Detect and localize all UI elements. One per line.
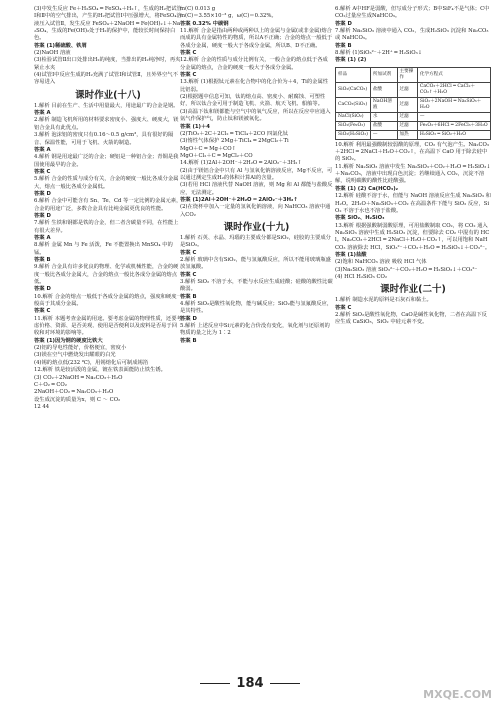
answer-line: 答案 C [34,308,51,315]
answer-line: 答案 SiO₂、H₂SiO₃ [335,215,385,222]
table-cell: NaCl(SiO₂) [336,112,371,121]
text-line: 10.解析 利用最强酸制较弱酸的原理，CO₂ 有气泡产生。Na₂CO₃＋2HCl ═ 2NaCl＋H₂O＋CO₂↑，在高温下 CaO 用于除去硅中的 SiO₂。 [335,141,489,163]
answer-line: 答案 A [34,234,51,241]
table-body [336,82,491,139]
text-line: (3)惰性气体保护 2Mg＋TiCl₄ ═ 2MgCl₂＋Ti [180,138,289,145]
answer-line: 答案 (1)2Al＋2OH⁻＋2H₂O ═ 2AlO₂⁻＋3H₂↑ [180,196,298,203]
answer-line: 答案 (1) (2) Ca(HCO₃)₂ [335,185,398,192]
answer-line: 答案 0.32% 中碳钢 [180,20,229,27]
text-line: 7.解析 生铁和钢都是铁的合金，但二者含碳量不同，在性能上有很大差异。 [34,220,179,234]
table-header-cell: 主要操作 [397,67,417,82]
answer-line: 答案 (1)盐酸 [335,251,367,258]
text-line: (3) CO₂＋2NaOH ═ Na₂CO₃＋H₂O [34,374,123,381]
text-line: (2)由于镁铝合金中只有 Al 与氢氧化钠溶液反应，Mg不反应，可以通过测定生成H₂的体积计算Al的含量。 [180,167,333,181]
text-line: (4)锡的熔点低(232 ℃)，用锡熔化后可制成锡箔 [34,359,149,366]
answer-line: 答案 (1)因为钢的硬度比铁大 [34,337,103,344]
text-line: m(C)＝3.55×10⁻³ g，ω(C)＝0.32%。 [180,13,277,20]
table-header-row [336,67,491,82]
answer-line: 答案 D [34,212,51,219]
text-line: MgO＋C ═ Mg＋CO↑ [180,145,237,152]
section-title: 课时作业(十八) [75,89,141,101]
text-line: (4) HCl H₂SiO₃ CO₂ [335,273,387,280]
table-row [336,130,491,139]
text-line: (2)TiO₂＋2C＋2Cl₂ ═ TiCl₄＋2CO 四氯化钛 [180,130,289,137]
table-header-cell: 所加试剂 [370,67,397,82]
column-middle [180,6,333,345]
table-cell: 水 [370,112,397,121]
table-row [336,121,491,130]
text-line: 14.解析 (1)2Al＋2OH⁻＋2H₂O ═ 2AlO₂⁻＋3H₂↑ [180,160,302,167]
table-cell: 过滤 [397,112,417,121]
section-title: 课时作业(二十) [380,284,446,296]
answer-line: 答案 (1) (2) [335,57,367,64]
text-line: 4.解析 钢是用途最广泛的合金；硬铝是一种铝合金；青铜是我国使用最早的合金。 [34,154,179,168]
table-cell: Fe₂O₃＋6HCl ═ 2FeCl₃＋3H₂O [417,121,490,130]
text-line: 5.解析 合金的性质与成分有关，合金的硬度一般比各成分金属大，熔点一般比各成分金属低。 [34,176,179,190]
text-line: (2)饱和 NaHCO₃ 溶液 吸收 HCl 气体 [335,259,427,266]
text-line: 8.解析 金属 Mn 与 Fe 活泼，Fe 不能置换出 MnSO₄ 中的锰。 [34,242,173,256]
table-cell: 过滤 [397,121,417,130]
section-title: 课时作业(十九) [223,221,290,233]
text-line: 1.解析 石英、水晶、玛瑙的主要成分都是SiO₂，硅胶的主要成分是SiO₂。 [180,234,331,249]
text-line: 12 44 [34,403,50,410]
table-header-cell: 化学方程式 [417,67,490,82]
answer-line: 答案 C [180,271,197,278]
table-cell: SiO₂(CaCO₃) [336,82,371,97]
watermark-text: MXQE.COM [423,688,492,701]
table-cell: H₂SiO₃ ═ SiO₂＋H₂O [417,130,490,139]
text-line: (2)铝的导电性能好，价格便宜，密度小 [34,345,127,352]
text-line: 2.解析 玻璃中含有SiO₂，能与氢氟酸反应，所以不能用玻璃瓶盛放氢氟酸。 [180,257,331,271]
table-row [336,112,491,121]
answer-line: 答案 (1)稀硫酸、铁屑 [34,42,87,49]
answer-line: 答案 A [34,110,51,117]
table-cell: 盐酸 [370,82,397,97]
answer-line: 答案 C [180,72,197,79]
table-row [336,82,491,97]
text-line: (2)NaOH 溶液 [34,50,71,57]
table-cell: 过滤 [397,82,417,97]
purification-table [335,67,491,140]
text-line: (3)检验试管Ⅱ出口处排出H₂的纯度，当排出的H₂纯净时，再夹紧止水夹 [34,57,181,71]
text-line: 7.解析 Na₂SiO₃ 溶液中通入 CO₂，生成H₂SiO₃ 沉淀和 Na₂CO₃ 或 NaHCO₃。 [335,28,489,42]
text-line: 12.解析 合金的性质与成分比例有关，一般合金的熔点低于各成分金属的熔点，合金的硬度一般大于各成分金属。 [180,57,328,71]
answer-line: 答案 D [335,20,352,27]
table-cell: — [417,112,490,121]
table-row [336,97,491,112]
table-cell: SiO₂＋2NaOH ═ Na₂SiO₃＋H₂O [417,97,490,112]
column-left [34,6,182,411]
text-line: m(C) 0.013 g [180,6,216,12]
text-line: MgO＋Cl₂＋C ═ MgCl₂＋CO [180,152,253,159]
text-line: 12.解析 硅酸不溶于水，但能与 NaOH 溶液反应生成 Na₂SiO₃ 和 H₂O。2H₂O＋Na₂SiO₃＋CO₂ 在高温条件下能与 SiO₂ 反应，SiO₂ 不溶于水也不溶于盐酸。 [335,193,491,214]
text-line: C＋O₂ ═ CO₂ [34,381,67,388]
answer-line: 答案 B [335,42,352,49]
answer-line: 答案 B [180,293,197,300]
text-line: (3)镁在空气中燃烧发出耀眼的白光 [34,352,116,359]
text-line: 8.解析 (1)SiO₃²⁻＋2H⁺ ═ H₂SiO₃↓ [335,50,423,57]
text-line: 13.解析 (1)根据钛元素在化合物中的化合价为＋4，Ti的金属性比铝弱。 [180,79,329,93]
answer-line: 答案 D [180,315,197,322]
text-line: (4)试管Ⅰ中反应生成的H₂充满了试管Ⅰ和试管Ⅱ，且外界空气不容易进入 [34,72,178,86]
answer-line: 答案 (1)＋4 [180,123,210,130]
text-line: 1.解析 目前在生产、生活中用量最大，用途最广的合金是钢。 [34,102,179,109]
table-header-cell: 样品 [336,67,371,82]
answer-line: 答案 C [180,50,197,57]
answer-line: 答案 D [34,190,51,197]
text-line: 9.解析 合金具有许多优良的物理、化学或机械性能，合金的硬度一般比各成分金属大，合金的熔点一般比各成分金属的熔点低。 [34,264,179,286]
column-right-bottom [335,142,491,327]
answer-line: 答案 B [180,337,197,344]
text-line: 12.解析 铁是较活泼的金属，镀在铁表面能防止铁生锈。 [34,367,166,374]
table-cell: 过滤 [397,97,417,112]
text-line: 13.解析 根据强酸制弱酸原理，可用盐酸制取 CO₂，将 CO₂ 通入 Na₂SiO₃ 溶液中生成 H₂SiO₃ 沉淀，但要除去 CO₂ 中混有的 HCl。Na₂CO₃＋2HCl ═ 2NaCl＋H₂O＋CO₂↑，可以用饱和 NaHCO₃ 溶液除去 HCl，SiO₃²⁻＋CO₂＋H₂O ═ H₂SiO₃↓＋CO₃²⁻。 [335,222,491,251]
text-line: 3.解析 泡沫铝的密度只有0.16～0.5 g/cm³，具有很好的隔音、保温性能，可用于飞机、火箭的制造。 [34,132,174,146]
page-number: 184 [0,676,500,691]
text-line: 设生成沉淀的质量为x，则 C ～ CO₂ [34,396,121,403]
text-line: 6.解析 A中HF是弱酸，但写成分子形式；B中SiF₄不是气体；C中CO₂过量应生成NaHCO₃。 [335,6,490,20]
text-line: 3.解析 SiO₂ 不溶于水，不能与水反应生成硅酸；硅酸的酸性比碳酸弱。 [180,279,333,293]
table-cell: NaOH溶液 [370,97,397,112]
text-line: 11.解析 合金是指由两种或两种以上的金属与金属(或非金属)熔合而成的具有金属特性的物质，所以A不正确；合金的熔点一般低于各成分金属，硬度一般大于各成分金属，所以B、D不正确。 [180,28,333,49]
text-line: 4.解析 SiO₂是酸性氧化物，能与碱反应；SiO₂能与氢氟酸反应，是其特性。 [180,301,333,315]
text-line: (2)在烧杯中加入一定量的氢氧化钠溶液，向 NaHCO₃ 溶液中通入CO₂ [180,204,331,218]
answer-line: 答案 C [335,304,352,311]
table-cell: SiO₂(Fe₂O₃) [336,121,371,130]
answer-line: 答案 C [180,249,197,256]
text-line: 1.解析 制造水泥的原料是石灰石和黏土。 [335,297,432,304]
answer-line: 答案 C [34,168,51,175]
text-line: 6.解析 合金中可能含有 Sn、Te、Cd 等一定比例的金属元素，合金的用途广泛，多数合金具有比纯金属更优良的性能。 [34,198,182,212]
text-line: (3)高温下钛和镁都能与空气中的氧气反应，所以在反应中应通入氩气作保护气，防止钛和镁被氧化。 [180,108,331,123]
text-line: 11.解析 Na₂SiO₃ 溶液中发生 Na₂SiO₃＋CO₂＋H₂O ═ H₂SiO₃↓＋Na₂CO₃，溶液中出现白色沉淀；若继续通入 CO₂，沉淀不溶解，说明碳酸的酸性比硅酸强。 [335,163,491,185]
table-cell: SiO₂(H₂SiO₃) [336,130,371,139]
answer-line: 答案 D [34,286,51,293]
column-right [335,6,491,327]
text-line: 11.解析 本题考查金属的用途。要考虑金属的物理性质，还要考虑价格、资源、是否美观、使用是否便利以及废料是否易于回收和对环境的影响等。 [34,315,182,337]
table-cell: CaCO₃(SiO₂) [336,97,371,112]
table-cell: 盐酸 [370,121,397,130]
table-cell: — [370,130,397,139]
text-line: 10.解析 合金的熔点一般低于各成分金属的熔点，强度和硬度一般高于其成分金属。 [34,293,182,308]
text-line: (2)根据题中信息可知，钛的熔点高、密度小、耐腐蚀、可塑性好，所以钛合金可用于制造飞机、火箭、航天飞机、船舶等。 [180,94,326,108]
text-line: (3)Na₂SiO₃ 溶液 SiO₃²⁻＋CO₂＋H₂O ═ H₂SiO₃↓＋CO₃²⁻ [335,266,478,273]
text-line: 2NaOH＋CO₂ ═ Na₂CO₃＋H₂O [34,389,114,396]
text-line: 5.解析 上述反应中Si元素的化合价没有变化，氧化剂与还原剂的物质的量之比为 1∶2 [180,323,330,337]
table-cell: CaCO₃＋2HCl ═ CaCl₂＋CO₂↑＋H₂O [417,82,490,97]
text-line: 2.解析 制造飞机所用的材料要求密度小、强度大、硬度大，镁铝合金具有此优点。 [34,117,179,131]
text-line: (3)中发生反应 Fe＋H₂SO₄ ═ FeSO₄＋H₂↑，生成的H₂把试管Ⅰ和Ⅱ中的空气排出，产生的H₂把试管Ⅰ中压强增大，将FeSO₄溶液压入试管Ⅱ，发生反应 FeSO₄＋2NaOH ═ Fe(OH)₂↓＋Na₂SO₄，生成的Fe(OH)₂处于H₂的保护中，能较长时间保持白色。 [34,6,182,42]
text-line: (3)若用 HCl 溶液代替 NaOH 溶液，则 Mg 和 Al 都能与盐酸反应，无法测定。 [180,182,333,196]
text-line: 2.解析 SiO₂是酸性氧化物，CaO是碱性氧化物，二者在高温下反应生成 CaSiO₃，SiO₂ 中硅元素不变。 [335,311,487,326]
answer-line: 答案 B [34,257,51,263]
table-cell: 加热 [397,130,417,139]
answer-line: 答案 A [34,146,51,153]
column-right-top [335,6,491,65]
